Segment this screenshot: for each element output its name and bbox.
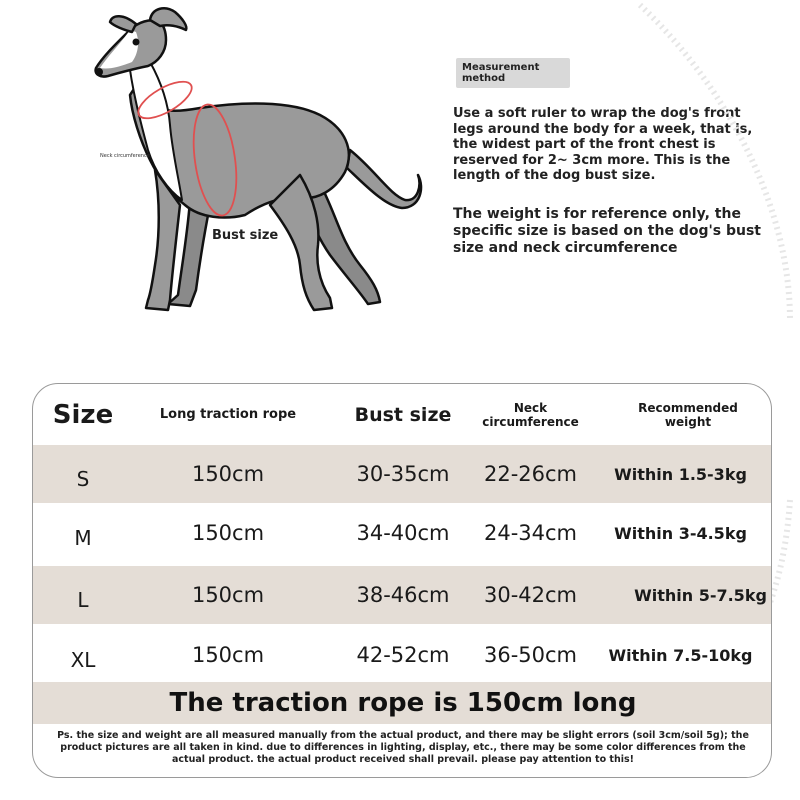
- table-row: [33, 504, 772, 562]
- row-rope: 150cm: [191, 462, 265, 486]
- dog-nose: [95, 68, 103, 76]
- row-bust: 42-52cm: [356, 643, 450, 667]
- table-header-row: [33, 384, 772, 445]
- row-neck: 30-42cm: [483, 583, 578, 607]
- row-rope: 150cm: [191, 583, 265, 607]
- header-neck: Neck circumference: [482, 400, 579, 429]
- header-rope: Long traction rope: [159, 407, 297, 422]
- row-size: M: [74, 526, 92, 550]
- row-size: S: [76, 467, 90, 491]
- header-bust: Bust size: [354, 403, 452, 426]
- header-weight: Recommended weight: [638, 400, 738, 429]
- row-weight: Within 7.5-10kg: [608, 645, 753, 665]
- dog-ear-front: [110, 16, 136, 32]
- row-bust: 30-35cm: [356, 462, 450, 486]
- row-neck: 36-50cm: [483, 643, 578, 667]
- row-neck: 22-26cm: [483, 462, 578, 486]
- table-row: [33, 445, 772, 503]
- row-bust: 34-40cm: [356, 521, 450, 545]
- row-weight: Within 5-7.5kg: [634, 585, 767, 605]
- bust-size-label: Bust size: [212, 228, 279, 243]
- row-rope: 150cm: [191, 521, 265, 545]
- traction-rope-banner: The traction rope is 150cm long: [33, 682, 772, 724]
- neck-circumference-label: Neck circumference: [100, 153, 150, 159]
- row-rope: 150cm: [191, 643, 265, 667]
- table-row: [33, 566, 772, 624]
- dog-illustration: [60, 0, 440, 330]
- row-neck: 24-34cm: [483, 521, 578, 545]
- disclaimer-footnote: Ps. the size and weight are all measured manually from the actual product, and there may be slight errors (soil 3cm/soil 5g); the product pictures are all taken in kind. due to differences in lighting, display, etc., there may be some color differences from the actual product. the actual product received shall prevail. please pay attention to this!: [57, 730, 749, 765]
- row-weight: Within 1.5-3kg: [614, 464, 747, 484]
- row-bust: 38-46cm: [356, 583, 450, 607]
- measurement-method-badge: Measurement method: [456, 58, 570, 88]
- row-size: L: [77, 588, 89, 612]
- table-row: [33, 626, 772, 684]
- size-table: [32, 383, 772, 778]
- header-size: Size: [52, 399, 114, 430]
- row-weight: Within 3-4.5kg: [614, 523, 747, 543]
- measurement-method-text: Use a soft ruler to wrap the dog's front legs around the body for a week, that is, the widest part of the front chest is reserved for 2~ 3cm more. This is the length of the dog bust size.: [453, 106, 753, 183]
- row-size: XL: [70, 648, 96, 672]
- weight-reference-note: The weight is for reference only, the specific size is based on the dog's bust size and neck circumference: [453, 206, 761, 256]
- dog-tail: [347, 150, 421, 208]
- dog-eye: [133, 39, 140, 46]
